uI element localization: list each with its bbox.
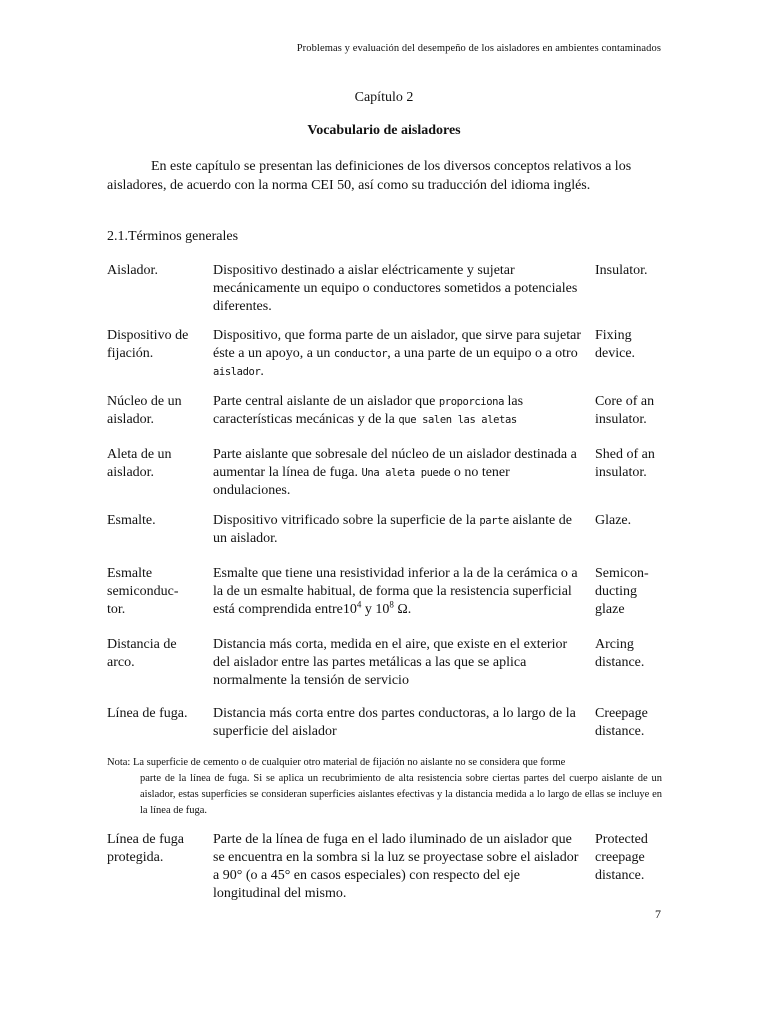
subsection-title: 2.1.Términos generales	[107, 229, 239, 244]
term-definition	[213, 512, 583, 548]
definition-text: Dispositivo, que forma parte de un aislador, que sirve para sujetar éste a un apoyo, a un	[213, 328, 581, 361]
term-definition: Distancia más corta entre dos partes conductoras, a lo largo de la superficie del aislador	[213, 706, 576, 739]
handwritten-text: que salen las aletas	[398, 414, 517, 426]
term-name: Aislador.	[107, 263, 158, 278]
definition-text: Esmalte que tiene una resistividad inferior a la de la cerámica o a la de un esmalte habitual, de forma que la resistencia superficial está comprendida entre10	[213, 566, 578, 617]
intro-paragraph: En este capítulo se presentan las definiciones de los diversos conceptos relativos a los aisladores, de acuerdo con la norma CEI 50, así como su traducción del idioma inglés.	[107, 159, 632, 193]
term-english: Protected creepage distance.	[595, 832, 648, 883]
term-definition	[213, 565, 583, 619]
handwritten-text: Una aleta puede	[361, 467, 451, 479]
definition-text: las características mecánicas y de la	[213, 394, 524, 427]
handwritten-text: aislador	[213, 366, 261, 378]
term-name: Dispositivo de fijación.	[107, 328, 189, 361]
term-definition: Distancia más corta, medida en el aire, que existe en el exterior del aislador entre las partes metálicas a las que se aplica normalmente la tensión de servicio	[213, 637, 568, 688]
note-block	[107, 755, 662, 819]
definition-text: Parte central aislante de un aislador que	[213, 394, 439, 409]
handwritten-text: conductor	[333, 348, 388, 360]
definition-text: Ω.	[393, 602, 412, 617]
term-english: Fixing device.	[595, 328, 636, 361]
term-definition	[213, 446, 583, 500]
term-definition: Dispositivo destinado a aislar eléctricamente y sujetar mecánicamente un equipo o conductores sometidos a potenciales diferentes.	[213, 263, 578, 314]
handwritten-text: parte	[479, 515, 509, 527]
term-english: Insulator.	[595, 263, 648, 278]
handwritten-text: proporciona	[438, 396, 504, 408]
note-first-line	[107, 755, 662, 771]
chapter-label: Capítulo 2	[354, 90, 414, 105]
definition-text: y 10	[361, 602, 390, 617]
term-name: Esmalte semiconduc-tor.	[107, 566, 179, 617]
term-name: Distancia de arco.	[107, 637, 177, 670]
term-definition: Parte de la línea de fuga en el lado iluminado de un aislador que se encuentra en la sombra si la luz se proyectase sobre el aislador a 90° (o a 45° en casos especiales) con respecto del eje longitudinal del mismo.	[213, 832, 579, 901]
term-english: Creepage distance.	[595, 706, 648, 739]
term-definition	[213, 393, 583, 429]
page-number: 7	[655, 907, 661, 921]
term-definition	[213, 327, 583, 381]
exponent: 8	[389, 599, 394, 610]
definition-text: o no tener ondulaciones.	[213, 465, 510, 498]
term-name: Aleta de un aislador.	[107, 447, 172, 480]
exponent: 4	[356, 599, 362, 610]
term-name: Línea de fuga protegida.	[107, 832, 184, 865]
term-name: Esmalte.	[107, 513, 156, 528]
term-name: Núcleo de un aislador.	[107, 394, 182, 427]
term-english: Shed of an insulator.	[595, 447, 655, 480]
note-body: parte de la línea de fuga. Si se aplica un recubrimiento de alta resistencia sobre ciertas partes del cuerpo aislante de un aislador, estas superficies se consideran superficies aislantes efectivas y la distancia medida a lo largo de ellas se incluye en la línea de fuga.	[140, 773, 662, 816]
note-label: Nota:	[107, 757, 131, 768]
term-english: Core of an insulator.	[595, 394, 655, 427]
chapter-title: Vocabulario de aisladores	[307, 123, 461, 138]
term-english: Arcing distance.	[595, 637, 645, 670]
term-english: Semicon-ducting glaze	[595, 566, 649, 617]
note-first-text: La superficie de cemento o de cualquier otro material de fijación no aislante no se considera que forme	[130, 757, 566, 768]
definition-text: aislante de un aislador.	[213, 513, 572, 546]
definition-text: , a una parte de un equipo o a otro	[387, 346, 578, 361]
running-header: Problemas y evaluación del desempeño de los aisladores en ambientes contaminados	[296, 43, 661, 54]
definition-text: Parte aislante que sobresale del núcleo de un aislador destinada a aumentar la línea de fuga.	[213, 447, 577, 480]
definition-text: .	[260, 364, 264, 379]
definition-text: Dispositivo vitrificado sobre la superficie de la	[213, 513, 480, 528]
term-name: Línea de fuga.	[107, 706, 188, 721]
term-english: Glaze.	[595, 513, 632, 528]
